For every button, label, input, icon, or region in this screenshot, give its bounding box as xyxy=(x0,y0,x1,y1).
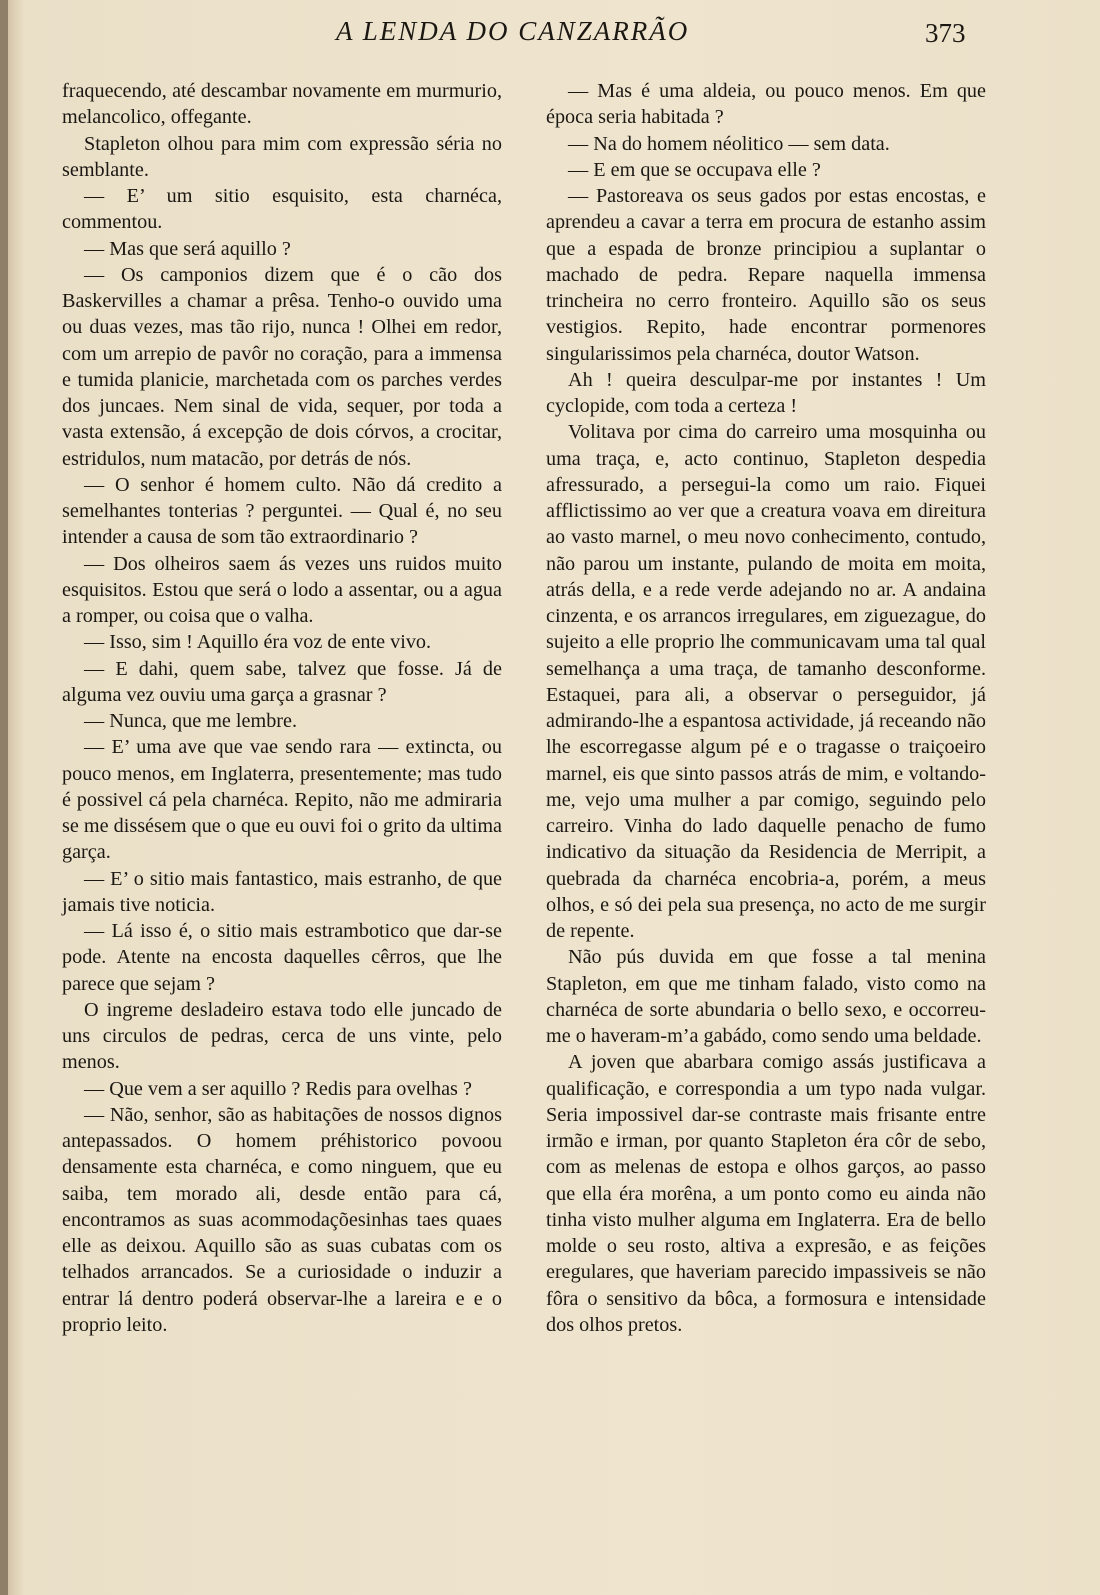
paragraph: fraquecendo, até descambar novamente em murmurio, melancolico, offegante. xyxy=(62,80,502,129)
right-column xyxy=(546,78,986,1338)
paragraph: — E’ uma ave que vae sendo rara — extincta, ou pouco menos, em Inglaterra, presentemente; mas tudo é possivel cá pela charnéca. Repito, não me admiraria se me dissésem que o que eu ouvi foi o grito da ultima garça. xyxy=(62,736,502,864)
paragraph: — Mas que será aquillo ? xyxy=(84,237,291,260)
paragraph: — E’ o sitio mais fantastico, mais estranho, de que jamais tive noticia. xyxy=(62,867,502,916)
left-column xyxy=(62,78,502,1338)
paragraph: — E’ um sitio esquisito, esta charnéca, commentou. xyxy=(62,185,502,234)
paragraph: — Os camponios dizem que é o cão dos Baskervilles a chamar a prêsa. Tenho-o ouvido uma ou duas vezes, mas tão rijo, nunca ! Olhei em redor, com um arrepio de pavôr no coração, para a immensa e tumida planicie, marchetada com os parches verdes dos juncaes. Nem sinal de vida, sequer, por toda a vasta extensão, á excepção de dois córvos, a crocitar, estridulos, num matacão, por detrás de nós. xyxy=(62,263,502,470)
page-number: 373 xyxy=(925,18,966,48)
paragraph: Stapleton olhou para mim com expressão séria no semblante. xyxy=(62,132,502,181)
paragraph: Volitava por cima do carreiro uma mosquinha ou uma traça, e, acto continuo, Stapleton despedia afressurado, a persegui-la como um raio. Fiquei afflictissimo ao ver que a creatura voava em direitura ao vasto marnel, o meu novo conhecimento, contudo, não parou um instante, pulando de moita em moita, atrás della, e a rede verde adejando no ar. A andaina cinzenta, e os arrancos irregulares, em ziguezague, do sujeito a elle proprio lhe communicavam uma tal qual semelhança a uma traça, de tamanho desconforme. Estaquei, para ali, a observar o perseguidor, já admirando-lhe a espantosa actividade, já receando não lhe escorregasse algum pé e o tragasse o traiçoeiro marnel, eis que sinto passos atrás de mim, e voltando-me, vejo uma mulher a par comigo, seguindo pelo carreiro. Vinha do lado daquelle penacho de fumo indicativo da situação da Residencia de Merripit, a quebrada da charnéca encobria-a, porém, a meus olhos, e só dei pela sua presença, no acto de me surgir de repente. xyxy=(546,421,986,942)
paragraph: — Não, senhor, são as habitações de nossos dignos antepassados. O homem préhistorico povoou densamente esta charnéca, e como ninguem, que eu saiba, tem morado ali, desde então para cá, encontramos as suas acommodaçõesinhas taes quaes elle as deixou. Aquillo são as suas cubatas com os telhados arrancados. Se a curiosidade o induzir a entrar lá dentro poderá observar-lhe a lareira e e o proprio leito. xyxy=(62,1103,502,1336)
running-title: A LENDA DO CANZARRÃO xyxy=(336,16,690,46)
paragraph: — Dos olheiros saem ás vezes uns ruidos muito esquisitos. Estou que será o lodo a assentar, ou a agua a romper, ou coisa que o valha. xyxy=(62,552,502,627)
paragraph: O ingreme desladeiro estava todo elle juncado de uns circulos de pedras, cerca de uns vinte, pelo menos. xyxy=(62,998,502,1074)
paragraph: — Nunca, que me lembre. xyxy=(84,710,298,732)
paragraph: — O senhor é homem culto. Não dá credito a semelhantes tonterias ? perguntei. — Qual é, no seu intender a causa de som tão extraordinario ? xyxy=(62,473,502,549)
paragraph: A joven que abarbara comigo assás justificava a qualificação, e correspondia a um typo nada vulgar. Seria impossivel dar-se contraste mais frisante entre irmão e irman, por quanto Stapleton éra côr de sebo, com as melenas de estopa e olhos garços, ao passo que ella éra morêna, a um ponto como eu ainda não tinha visto mulher alguma em Inglaterra. Era de bello molde o seu rosto, altiva a expresão, e as feições eregulares, que haveriam parecido impassiveis se não fôra o sensitivo da bôca, a formosura e intensidade dos olhos pretos. xyxy=(546,1051,986,1336)
paragraph: — E em que se occupava elle ? xyxy=(568,158,821,181)
paragraph: — Pastoreava os seus gados por estas encostas, e aprendeu a cavar a terra em procura de estanho assim que a espada de bronze principiou a suplantar o machado de pedra. Repare naquella immensa trincheira no cerro fronteiro. Aquillo são os seus vestigios. Repito, hade encontrar pormenores singularissimos pela charnéca, doutor Watson. xyxy=(546,185,986,365)
paragraph: — E dahi, quem sabe, talvez que fosse. Já de alguma vez ouviu uma garça a grasnar ? xyxy=(62,657,502,706)
paragraph: — Mas é uma aldeia, ou pouco menos. Em que época seria habitada ? xyxy=(546,80,986,129)
paragraph: — Que vem a ser aquillo ? Redis para ovelhas ? xyxy=(84,1077,472,1100)
binding-gutter xyxy=(0,0,8,1595)
paragraph: Não pús duvida em que fosse a tal menina Stapleton, em que me tinham falado, visto como na charnéca de sorte abundaria o bello sexo, e occorreu-me o haveram-m’a gabádo, como sendo uma beldade. xyxy=(546,946,986,1047)
paragraph: Ah ! queira desculpar-me por instantes ! Um cyclopide, com toda a certeza ! xyxy=(546,368,986,417)
page-header xyxy=(0,16,1100,56)
paragraph: — Na do homem néolitico — sem data. xyxy=(568,132,890,155)
paragraph: — Isso, sim ! Aquillo éra voz de ente vivo. xyxy=(84,631,432,654)
paragraph: — Lá isso é, o sitio mais estrambotico que dar-se pode. Atente na encosta daquelles cêrros, que lhe parece que sejam ? xyxy=(62,920,502,995)
